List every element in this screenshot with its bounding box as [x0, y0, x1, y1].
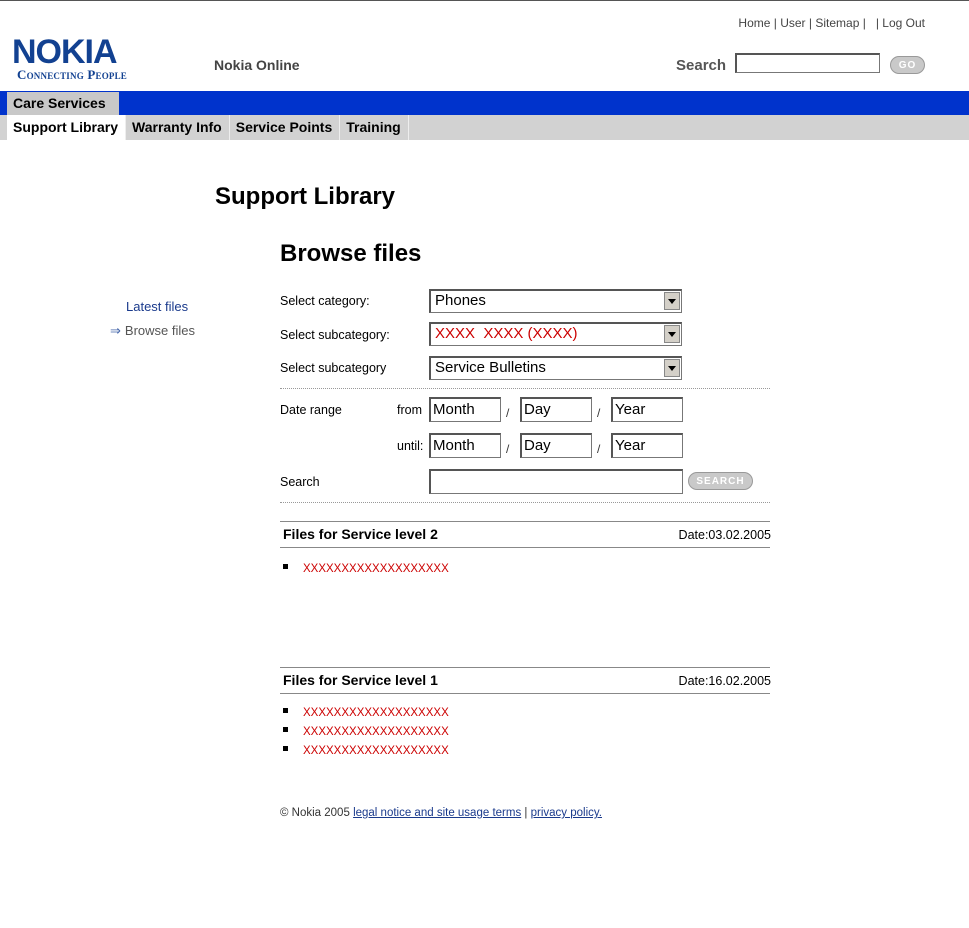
tab-training[interactable]: Training	[340, 115, 408, 140]
file-link-label: XXXXXXXXXXXXXXXXXXX	[303, 726, 449, 738]
date-separator: /	[506, 442, 510, 456]
page-title: Support Library	[215, 183, 396, 210]
chevron-down-icon[interactable]	[664, 325, 680, 343]
subcategory-type-select[interactable]	[429, 356, 682, 380]
user-link[interactable]: User	[780, 16, 806, 30]
from-day-input[interactable]: Day	[520, 397, 592, 422]
site-name: Nokia Online	[214, 57, 300, 73]
until-day-input[interactable]: Day	[520, 433, 592, 458]
from-year-input[interactable]: Year	[611, 397, 683, 422]
tab-service-points[interactable]: Service Points	[230, 115, 341, 140]
section-rule	[280, 521, 770, 522]
section-rule	[280, 547, 770, 548]
sidebar-item-browse-files[interactable]	[110, 323, 195, 339]
date-separator: /	[506, 406, 510, 420]
until-month-input[interactable]: Month	[429, 433, 501, 458]
category-value: Phones	[435, 292, 486, 309]
category-select[interactable]	[429, 289, 682, 313]
legal-notice-link[interactable]: legal notice and site usage terms	[353, 807, 522, 819]
sidebar-item-latest-files[interactable]: Latest files	[126, 299, 189, 314]
file-link[interactable]	[283, 726, 449, 738]
file-link[interactable]	[283, 745, 449, 757]
bullet-icon	[283, 708, 288, 713]
section-date: Date:03.02.2005	[678, 528, 771, 542]
arrow-right-icon: ⇒	[110, 323, 121, 338]
chevron-down-icon[interactable]	[664, 359, 680, 377]
copyright: © Nokia 2005	[280, 807, 350, 819]
file-link-label: XXXXXXXXXXXXXXXXXXX	[303, 707, 449, 719]
search-button[interactable]: SEARCH	[688, 472, 753, 490]
subcategory-type-label: Select subcategory	[280, 361, 387, 375]
file-link-label: XXXXXXXXXXXXXXXXXXX	[303, 745, 449, 757]
top-links: Home | User | Sitemap | | Log Out	[738, 16, 925, 30]
search-input[interactable]	[429, 469, 683, 494]
subnav	[7, 115, 409, 140]
footer	[280, 807, 602, 819]
page-subtitle: Browse files	[280, 240, 422, 267]
date-range-label: Date range	[280, 403, 342, 417]
subcategory-label: Select subcategory:	[280, 328, 390, 342]
header-search-label: Search	[676, 57, 727, 74]
logout-link[interactable]: Log Out	[882, 16, 925, 30]
footer-separator: |	[524, 807, 528, 819]
section-rule	[280, 693, 770, 694]
bullet-icon	[283, 727, 288, 732]
from-label: from	[397, 403, 422, 417]
subcategory-select[interactable]	[429, 322, 682, 346]
logo-tagline: Connecting People	[17, 67, 127, 82]
privacy-policy-link[interactable]: privacy policy.	[530, 807, 602, 819]
date-separator: /	[597, 406, 601, 420]
section-rule	[280, 667, 770, 668]
category-label: Select category:	[280, 294, 370, 308]
section-title: Files for Service level 1	[283, 672, 438, 688]
divider	[280, 502, 770, 503]
care-services-tab[interactable]: Care Services	[7, 92, 119, 115]
nokia-logo[interactable]: NOKIA	[12, 33, 117, 71]
tab-warranty-info[interactable]: Warranty Info	[126, 115, 230, 140]
home-link[interactable]: Home	[738, 16, 771, 30]
section-date: Date:16.02.2005	[678, 674, 771, 688]
divider	[280, 388, 770, 389]
date-separator: /	[597, 442, 601, 456]
sidebar-item-label: Browse files	[124, 323, 195, 338]
bullet-icon	[283, 746, 288, 751]
search-label: Search	[280, 475, 320, 489]
bullet-icon	[283, 564, 288, 569]
until-label: until:	[397, 439, 424, 453]
section-bar	[0, 91, 969, 115]
from-month-input[interactable]: Month	[429, 397, 501, 422]
header-search-input[interactable]	[735, 53, 880, 73]
section-title: Files for Service level 2	[283, 526, 438, 542]
go-button[interactable]: GO	[890, 56, 925, 74]
until-year-input[interactable]: Year	[611, 433, 683, 458]
chevron-down-icon[interactable]	[664, 292, 680, 310]
subcategory-value: XXXX XXXX (XXXX)	[435, 325, 578, 342]
tab-support-library[interactable]: Support Library	[7, 115, 126, 140]
file-link[interactable]	[283, 707, 449, 719]
subcategory-type-value: Service Bulletins	[435, 359, 546, 376]
file-link-label: XXXXXXXXXXXXXXXXXXX	[303, 563, 449, 575]
sitemap-link[interactable]: Sitemap	[815, 16, 860, 30]
file-link[interactable]	[283, 563, 449, 575]
